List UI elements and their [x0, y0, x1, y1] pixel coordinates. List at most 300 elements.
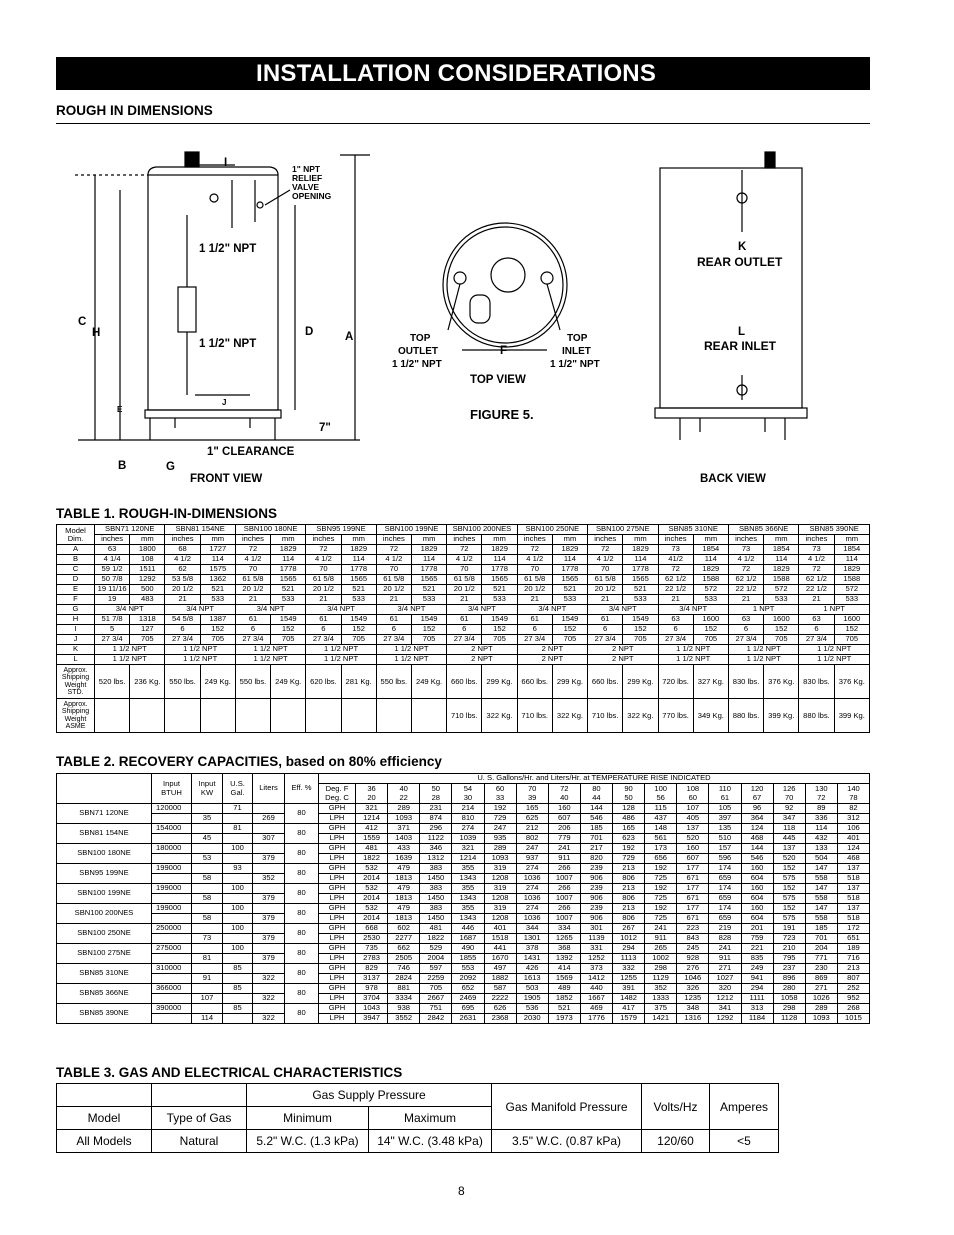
t2-gph-cell: 247	[516, 844, 548, 854]
t1-cell: 61 5/8	[235, 575, 270, 585]
t2-liters: 379	[253, 854, 285, 864]
t2-lph-cell: 806	[613, 914, 645, 924]
t3-cell: All Models	[57, 1130, 152, 1153]
dim-letter-d: D	[305, 326, 314, 338]
t2-gph-cell: 341	[709, 1004, 741, 1014]
t2-gph-cell: 587	[484, 984, 516, 994]
t2-lph-cell: 1518	[484, 934, 516, 944]
t2-kw-empty	[192, 904, 223, 914]
t1-cell: 51 7/8	[95, 615, 130, 625]
t2-kw-empty	[192, 824, 223, 834]
t2-gph-cell: 375	[645, 1004, 677, 1014]
t1-cell: 61	[447, 615, 482, 625]
t2-gph-cell: 217	[580, 844, 612, 854]
t1-cell: 19 11/16	[95, 585, 130, 595]
t2-gph-cell: 245	[677, 944, 709, 954]
t2-gph-cell: 92	[773, 804, 805, 814]
t2-deg-f: 130	[814, 783, 828, 793]
t2-lph-cell: 1214	[356, 814, 388, 824]
t1-cell: 27 3/4	[306, 635, 341, 645]
t2-gph-cell: 378	[516, 944, 548, 954]
t1-unit-inches: inches	[447, 535, 482, 545]
t1-cell: 1 1/2 NPT	[235, 645, 305, 655]
t2-lph-label: LPH	[319, 1014, 356, 1024]
t1-cell: 5	[95, 625, 130, 635]
t1-cell: 4 1/2	[517, 555, 552, 565]
t2-lph-cell: 723	[773, 934, 805, 944]
t2-lph-cell: 558	[805, 894, 837, 904]
t2-h-span: U. S. Gallons/Hr. and Liters/Hr. at TEMPERATURE RISE INDICATED	[319, 774, 870, 784]
t2-lph-cell: 518	[837, 914, 869, 924]
t1-cell: 20 1/2	[306, 585, 341, 595]
t2-lph-label: LPH	[319, 894, 356, 904]
t1-cell: 533	[341, 595, 376, 605]
t2-gal: 85	[223, 984, 253, 994]
t1-cell: 4 1/2	[376, 555, 411, 565]
t2-lph-cell: 1265	[548, 934, 580, 944]
t2-gph-cell: 177	[677, 864, 709, 874]
t2-deg-cell	[677, 784, 709, 804]
t2-lph-cell: 1613	[516, 974, 548, 984]
t1-cell: 533	[200, 595, 235, 605]
t1-cell: 114	[764, 555, 799, 565]
t2-gph-label: GPH	[319, 1004, 356, 1014]
t1-dim-row	[57, 555, 870, 565]
t2-gph-cell: 373	[580, 964, 612, 974]
t1-dim-row	[57, 575, 870, 585]
t2-liters-empty	[253, 804, 285, 814]
t1-cell: 6	[376, 625, 411, 635]
table2-title: TABLE 2. RECOVERY CAPACITIES, based on 80% efficiency	[56, 754, 442, 769]
t1-cell: 21	[658, 595, 693, 605]
t2-gph-cell: 346	[420, 844, 452, 854]
t2-gph-cell: 321	[356, 804, 388, 814]
t1-cell: 72	[728, 565, 763, 575]
t2-btuh: 154000	[152, 824, 192, 834]
t1-unit-mm: mm	[764, 535, 799, 545]
t2-h-eff: Eff. %	[285, 774, 319, 804]
t2-btuh-empty	[152, 974, 192, 984]
t2-btuh: 366000	[152, 984, 192, 994]
t1-cell: 533	[693, 595, 728, 605]
t2-model-name: SBN100 199NE	[57, 884, 152, 904]
t2-gph-cell: 348	[677, 1004, 709, 1014]
t2-deg-f: 36	[367, 783, 376, 793]
t1-unit-mm: mm	[200, 535, 235, 545]
t2-lph-cell: 1292	[709, 1014, 741, 1024]
t2-kw-empty	[192, 844, 223, 854]
front-base	[145, 410, 281, 418]
t2-gph-cell: 118	[773, 824, 805, 834]
t2-lph-cell: 518	[837, 874, 869, 884]
t2-deg-f: 108	[686, 783, 700, 793]
t2-model-row-2	[57, 934, 870, 944]
t2-btuh: 390000	[152, 1004, 192, 1014]
t1-dim-label: B	[57, 555, 95, 565]
seven-inch-label: 7"	[319, 422, 331, 434]
t2-gal-empty	[223, 894, 253, 904]
t1-dim-row	[57, 655, 870, 665]
t1-cell: 22 1/2	[799, 585, 834, 595]
t2-lph-cell: 1027	[709, 974, 741, 984]
t2-lph-cell: 1482	[613, 994, 645, 1004]
t2-lph-cell: 1128	[773, 1014, 805, 1024]
t2-lph-cell: 561	[645, 834, 677, 844]
t1-cell: 1565	[623, 575, 658, 585]
t1-cell: 705	[834, 635, 869, 645]
t2-btuh: 310000	[152, 964, 192, 974]
t2-model-row	[57, 844, 870, 854]
top-outlet-2: OUTLET	[398, 346, 438, 357]
t2-gph-cell: 115	[645, 804, 677, 814]
t2-gph-cell: 433	[388, 844, 420, 854]
t1-corner: Model Dim.	[57, 525, 95, 545]
t1-dim-label: J	[57, 635, 95, 645]
t1-cell: 50 7/8	[95, 575, 130, 585]
t1-cell: 3/4 NPT	[95, 605, 165, 615]
t1-cell: 1829	[271, 545, 306, 555]
t2-lph-cell: 911	[548, 854, 580, 864]
t2-lph-cell: 771	[805, 954, 837, 964]
t2-header-row	[57, 774, 870, 784]
t2-gph-cell: 978	[356, 984, 388, 994]
dim-letter-j: J	[222, 398, 227, 407]
t2-lph-cell: 2277	[388, 934, 420, 944]
t2-gph-cell: 152	[773, 904, 805, 914]
t2-btuh-empty	[152, 1014, 192, 1024]
t2-lph-cell: 911	[709, 954, 741, 964]
t1-weight-row	[57, 699, 870, 733]
t1-dim-label: D	[57, 575, 95, 585]
dim-letter-k: K	[738, 241, 747, 253]
t1-cell: 660 lbs.	[517, 665, 552, 699]
t2-model-row	[57, 924, 870, 934]
rear-inlet-label: REAR INLET	[704, 339, 776, 353]
t2-lph-cell: 1973	[548, 1014, 580, 1024]
t2-deg-cell	[645, 784, 677, 804]
t1-cell: 72	[517, 545, 552, 555]
t2-lph-cell: 1392	[548, 954, 580, 964]
t2-deg-cell	[709, 784, 741, 804]
t2-lph-cell: 725	[645, 914, 677, 924]
t1-cell: 21	[517, 595, 552, 605]
t1-cell: 3/4 NPT	[165, 605, 235, 615]
t2-gph-cell: 490	[452, 944, 484, 954]
t2-lph-label: LPH	[319, 814, 356, 824]
t1-cell: 399 Kg.	[834, 699, 869, 733]
t1-cell: 27 3/4	[728, 635, 763, 645]
t2-liters-empty	[253, 864, 285, 874]
t1-cell: 299 Kg.	[623, 665, 658, 699]
t2-deg-cell	[484, 784, 516, 804]
t2-lph-cell: 546	[741, 854, 773, 864]
t2-gph-cell: 152	[773, 864, 805, 874]
t2-lph-cell: 2014	[356, 874, 388, 884]
t2-gal-empty	[223, 854, 253, 864]
t2-gph-cell: 89	[805, 804, 837, 814]
t2-gph-cell: 274	[516, 864, 548, 874]
t1-cell: 27 3/4	[235, 635, 270, 645]
t1-cell: 3/4 NPT	[517, 605, 587, 615]
t1-cell: 1829	[623, 545, 658, 555]
t2-gph-cell: 597	[420, 964, 452, 974]
t1-cell: 1387	[200, 615, 235, 625]
t2-lph-cell: 575	[773, 914, 805, 924]
t2-lph-cell: 807	[837, 974, 869, 984]
rough-in-table	[56, 524, 870, 733]
t2-lph-cell: 874	[420, 814, 452, 824]
t2-gph-cell: 241	[709, 944, 741, 954]
t1-cell: 705	[482, 635, 517, 645]
t1-cell: 705	[693, 635, 728, 645]
t2-gph-cell: 174	[709, 864, 741, 874]
t1-cell: 830 lbs.	[728, 665, 763, 699]
t2-gph-cell: 239	[580, 904, 612, 914]
relief-label-1: 1" NPT	[292, 164, 321, 174]
t2-lph-cell: 671	[677, 914, 709, 924]
t1-cell: 1292	[130, 575, 165, 585]
t2-lph-cell: 312	[837, 814, 869, 824]
t1-cell: 1 1/2 NPT	[235, 655, 305, 665]
t2-btuh-empty	[152, 834, 192, 844]
t2-liters-empty	[253, 944, 285, 954]
t1-cell: 22 1/2	[658, 585, 693, 595]
t2-gph-cell: 192	[645, 904, 677, 914]
t2-lph-cell: 1822	[420, 934, 452, 944]
t2-lph-cell: 802	[516, 834, 548, 844]
t2-deg-c: 67	[752, 792, 762, 802]
t2-gph-cell: 128	[613, 804, 645, 814]
t2-lph-label: LPH	[319, 854, 356, 864]
t2-lph-cell: 1813	[388, 874, 420, 884]
t2-gph-cell: 368	[548, 944, 580, 954]
t2-lph-cell: 828	[709, 934, 741, 944]
t2-lph-cell: 1301	[516, 934, 548, 944]
t2-gph-label: GPH	[319, 864, 356, 874]
t2-lph-cell: 364	[741, 814, 773, 824]
t2-gph-cell: 147	[805, 864, 837, 874]
t1-cell: 2 NPT	[447, 655, 517, 665]
t2-lph-cell: 896	[773, 974, 805, 984]
t2-lph-cell: 1093	[388, 814, 420, 824]
t2-lph-cell: 575	[773, 894, 805, 904]
t1-cell: 1 NPT	[799, 605, 870, 615]
t2-kw: 73	[192, 934, 223, 944]
t2-gph-cell: 221	[741, 944, 773, 954]
t2-gph-cell: 553	[452, 964, 484, 974]
t1-unit-inches: inches	[235, 535, 270, 545]
t1-dim-row	[57, 605, 870, 615]
t2-eff: 80	[285, 804, 319, 824]
t1-cell: 1727	[200, 545, 235, 555]
t2-gph-cell: 331	[580, 944, 612, 954]
t2-gph-cell: 355	[452, 884, 484, 894]
top-outlet-1: TOP	[410, 333, 431, 344]
t2-gph-cell: 124	[741, 824, 773, 834]
t2-eff: 80	[285, 944, 319, 964]
t2-lph-cell: 607	[677, 854, 709, 864]
t2-gph-cell: 414	[548, 964, 580, 974]
t1-cell: 705	[411, 635, 446, 645]
t2-eff: 80	[285, 984, 319, 1004]
t2-model-row-2	[57, 874, 870, 884]
t2-lph-cell: 1569	[548, 974, 580, 984]
t1-cell	[376, 699, 411, 733]
page-number: 8	[458, 1184, 465, 1198]
t2-btuh: 199000	[152, 864, 192, 874]
t2-gph-cell: 192	[645, 884, 677, 894]
t2-kw: 81	[192, 954, 223, 964]
t1-cell: 114	[623, 555, 658, 565]
t2-gph-cell: 352	[645, 984, 677, 994]
t1-cell: 572	[764, 585, 799, 595]
t1-cell: 520 lbs.	[95, 665, 130, 699]
t1-cell: 1800	[130, 545, 165, 555]
t3-header-amperes: Amperes	[710, 1084, 779, 1130]
t2-deg-f: 40	[399, 783, 408, 793]
t1-cell: 27 3/4	[165, 635, 200, 645]
t3-supply-header: Gas Supply Pressure	[247, 1084, 492, 1107]
t2-gph-cell: 695	[452, 1004, 484, 1014]
t1-cell: 27 3/4	[376, 635, 411, 645]
t2-kw-empty	[192, 804, 223, 814]
t2-gph-cell: 289	[484, 844, 516, 854]
t1-cell: 1588	[693, 575, 728, 585]
t2-gal-empty	[223, 874, 253, 884]
t2-deg-f: 60	[495, 783, 505, 793]
t1-cell: 1565	[482, 575, 517, 585]
t1-dim-label: L	[57, 655, 95, 665]
t1-cell: 72	[588, 545, 623, 555]
t2-eff: 80	[285, 924, 319, 944]
t2-gph-cell: 239	[580, 884, 612, 894]
t2-gal-empty	[223, 994, 253, 1004]
t1-weight-label: Approx. Shipping Weight STD.	[57, 665, 95, 699]
t2-liters: 269	[253, 814, 285, 824]
t2-lph-cell: 843	[677, 934, 709, 944]
t2-model-name: SBN100 250NE	[57, 924, 152, 944]
t1-cell: 1 1/2 NPT	[376, 655, 446, 665]
t1-cell: 533	[552, 595, 587, 605]
t1-unit-inches: inches	[306, 535, 341, 545]
t1-dim-row	[57, 545, 870, 555]
t2-lph-cell: 2842	[420, 1014, 452, 1024]
t1-cell: 4 1/2	[165, 555, 200, 565]
t1-dim-label: G	[57, 605, 95, 615]
t2-deg-c: 50	[624, 792, 633, 802]
t1-cell: 322 Kg.	[623, 699, 658, 733]
t1-cell: 1600	[693, 615, 728, 625]
t2-liters: 322	[253, 974, 285, 984]
t1-cell: 127	[130, 625, 165, 635]
t2-lph-cell: 2004	[420, 954, 452, 964]
t2-gph-cell: 185	[805, 924, 837, 934]
t2-lph-cell: 906	[580, 894, 612, 904]
t2-lph-cell: 928	[677, 954, 709, 964]
t1-unit-mm: mm	[482, 535, 517, 545]
t2-lph-cell: 1343	[452, 914, 484, 924]
t3-cell: 5.2" W.C. (1.3 kPa)	[247, 1130, 369, 1153]
t3-cell: <5	[710, 1130, 779, 1153]
t2-liters-empty	[253, 844, 285, 854]
t2-gph-cell: 469	[580, 1004, 612, 1014]
t2-liters: 352	[253, 874, 285, 884]
t1-cell: 53 5/8	[165, 575, 200, 585]
t2-gph-cell: 266	[548, 884, 580, 894]
t1-cell: 152	[411, 625, 446, 635]
t1-dim-label: F	[57, 595, 95, 605]
t2-gph-cell: 148	[645, 824, 677, 834]
t2-gph-cell: 201	[741, 924, 773, 934]
t1-dim-label: I	[57, 625, 95, 635]
t1-cell: 1565	[341, 575, 376, 585]
t2-gph-cell: 280	[773, 984, 805, 994]
t1-cell: 59 1/2	[95, 565, 130, 575]
t1-cell: 620 lbs.	[306, 665, 341, 699]
t2-gph-cell: 266	[548, 864, 580, 874]
t2-gph-cell: 294	[741, 984, 773, 994]
t2-gal: 85	[223, 964, 253, 974]
t1-cell: 70	[306, 565, 341, 575]
t2-liters-empty	[253, 904, 285, 914]
t2-gph-cell: 160	[548, 804, 580, 814]
t1-cell: 533	[411, 595, 446, 605]
t1-cell: 72	[235, 545, 270, 555]
t1-cell: 61 5/8	[306, 575, 341, 585]
t2-gph-cell: 177	[677, 884, 709, 894]
t1-cell: 1 1/2 NPT	[306, 645, 376, 655]
npt-lower-label: 1 1/2" NPT	[199, 338, 257, 350]
t2-gph-cell: 152	[773, 884, 805, 894]
t1-dim-label: A	[57, 545, 95, 555]
t1-cell: 1511	[130, 565, 165, 575]
t2-gph-cell: 326	[677, 984, 709, 994]
t1-unit-mm: mm	[130, 535, 165, 545]
t2-lph-cell: 468	[741, 834, 773, 844]
t1-cell: 72	[376, 545, 411, 555]
t2-deg-f: 54	[463, 783, 473, 793]
t2-lph-cell: 1855	[452, 954, 484, 964]
t2-deg-c: 61	[720, 792, 730, 802]
t2-gph-cell: 144	[741, 844, 773, 854]
t1-cell: 72	[306, 545, 341, 555]
t2-gph-cell: 662	[388, 944, 420, 954]
t2-lph-cell: 1015	[837, 1014, 869, 1024]
top-view-circle	[443, 223, 567, 347]
t1-cell: 1778	[623, 565, 658, 575]
t2-lph-cell: 835	[741, 954, 773, 964]
t2-deg-cell	[837, 784, 869, 804]
t2-lph-cell: 2469	[452, 994, 484, 1004]
t2-lph-cell: 952	[837, 994, 869, 1004]
t1-cell: 70	[588, 565, 623, 575]
t2-gph-cell: 133	[805, 844, 837, 854]
t2-lph-cell: 1667	[580, 994, 612, 1004]
t1-cell: 705	[200, 635, 235, 645]
t1-cell: 1549	[411, 615, 446, 625]
t2-lph-cell: 729	[484, 814, 516, 824]
t1-cell: 1 1/2 NPT	[658, 655, 728, 665]
t2-deg-c: 33	[495, 792, 505, 802]
t1-cell: 152	[341, 625, 376, 635]
t2-gph-cell: 426	[516, 964, 548, 974]
t1-cell: 20 1/2	[376, 585, 411, 595]
t2-lph-cell: 401	[837, 834, 869, 844]
t2-gph-label: GPH	[319, 804, 356, 814]
t1-cell: 533	[834, 595, 869, 605]
t2-deg-c: 78	[849, 792, 858, 802]
t2-gph-cell: 144	[580, 804, 612, 814]
